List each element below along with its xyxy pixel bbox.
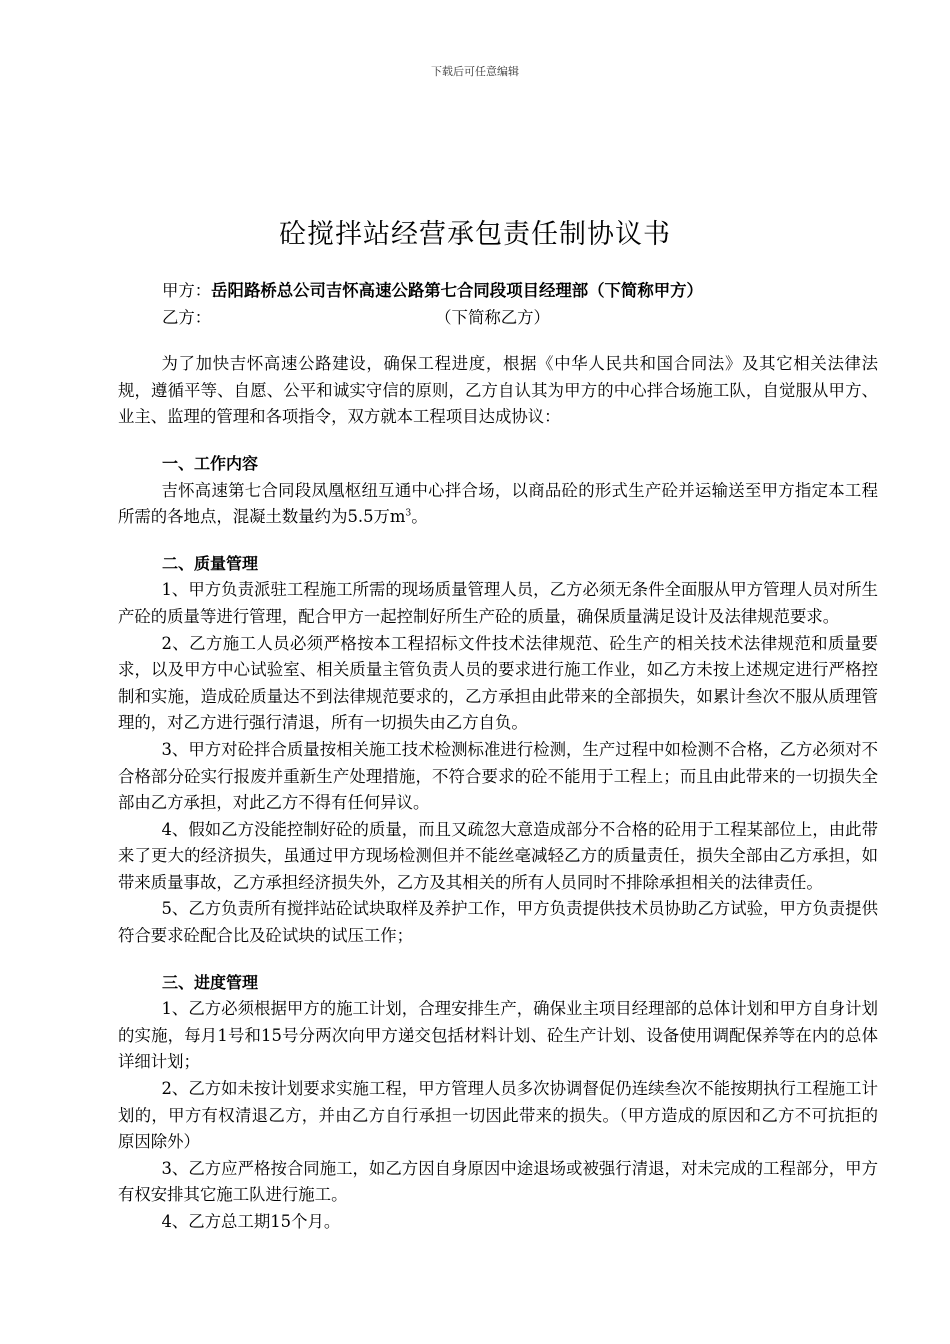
section-paragraph: 1、甲方负责派驻工程施工所需的现场质量管理人员，乙方必须无条件全面服从甲方管理人员对所生产砼的质量等进行管理，配合甲方一起控制好所生产砼的质量，确保质量满足设计及法律规范要求。 xyxy=(118,580,878,626)
party-a-label: 甲方： xyxy=(162,281,212,300)
party-a-line xyxy=(118,278,878,305)
party-b-label: 乙方： xyxy=(162,307,212,327)
header-note: 下载后可任意编辑 xyxy=(431,65,519,78)
section-paragraph: 2、乙方如未按计划要求实施工程，甲方管理人员多次协调督促仍连续叁次不能按期执行工程施工计划的，甲方有权清退乙方，并由乙方自行承担一切因此带来的损失。（甲方造成的原因和乙方不可抗拒的原因除外） xyxy=(118,1079,878,1152)
section-paragraph: 4、乙方总工期15个月。 xyxy=(161,1212,341,1231)
party-b-line xyxy=(118,305,878,332)
section-heading: 一、工作内容 xyxy=(162,453,259,473)
party-a-name: 岳阳路桥总公司吉怀高速公路第七合同段项目经理部（下简称甲方） xyxy=(211,281,703,300)
section-paragraph: 2、乙方施工人员必须严格按本工程招标文件技术法律规范、砼生产的相关技术法律规范和质量要求，以及甲方中心试验室、相关质量主管负责人员的要求进行施工作业，如乙方未按上述规定进行严格控制和实施，造成砼质量达不到法律规范要求的，乙方承担由此带来的全部损失，如累计叁次不服从质理管理的，对乙方进行强行清退，所有一切损失由乙方自负。 xyxy=(118,633,878,733)
section-heading: 三、进度管理 xyxy=(162,972,259,992)
section-paragraph: 3、乙方应严格按合同施工，如乙方因自身原因中途退场或被强行清退，对未完成的工程部分，甲方有权安排其它施工队进行施工。 xyxy=(118,1158,878,1205)
section-heading: 二、质量管理 xyxy=(162,553,259,573)
section-paragraph: 吉怀高速第七合同段凤凰枢纽互通中心拌合场，以商品砼的形式生产砼并运输送至甲方指定本工程所需的各地点，混凝土数量约为5.5万$m^3$。 xyxy=(118,480,878,527)
section-paragraph: 1、乙方必须根据甲方的施工计划，合理安排生产，确保业主项目经理部的总体计划和甲方自身计划的实施，每月1号和15号分两次向甲方递交包括材料计划、砼生产计划、设备使用调配保养等在内的总体详细计划； xyxy=(118,999,878,1072)
document-title: 砼搅拌站经营承包责任制协议书 xyxy=(279,219,671,250)
intro-paragraph: 为了加快吉怀高速公路建设，确保工程进度，根据《中华人民共和国合同法》及其它相关法律法规，遵循平等、自愿、公平和诚实守信的原则，乙方自认其为甲方的中心拌合场施工队，自觉服从甲方、业主、监理的管理和各项指令，双方就本工程项目达成协议： xyxy=(118,354,878,427)
section-paragraph: 4、假如乙方没能控制好砼的质量，而且又疏忽大意造成部分不合格的砼用于工程某部位上，由此带来了更大的经济损失，虽通过甲方现场检测但并不能丝毫减轻乙方的质量责任，损失全部由乙方承担，如带来质量事故，乙方承担经济损失外，乙方及其相关的所有人员同时不排除承担相关的法律责任。 xyxy=(118,819,878,892)
section-paragraph: 3、甲方对砼拌合质量按相关施工技术检测标准进行检测，生产过程中如检测不合格，乙方必须对不合格部分砼实行报废并重新生产处理措施，不符合要求的砼不能用于工程上；而且由此带来的一切损失全部由乙方承担，对此乙方不得有任何异议。 xyxy=(118,739,878,813)
superscript-3: 3 xyxy=(405,508,412,519)
party-b-note: （下简称乙方） xyxy=(435,307,550,327)
document-body xyxy=(118,278,878,1236)
section-paragraph: 5、乙方负责所有搅拌站砼试块取样及养护工作，甲方负责提供技术员协助乙方试验，甲方负责提供符合要求砼配合比及砼试块的试压工作； xyxy=(118,899,878,946)
